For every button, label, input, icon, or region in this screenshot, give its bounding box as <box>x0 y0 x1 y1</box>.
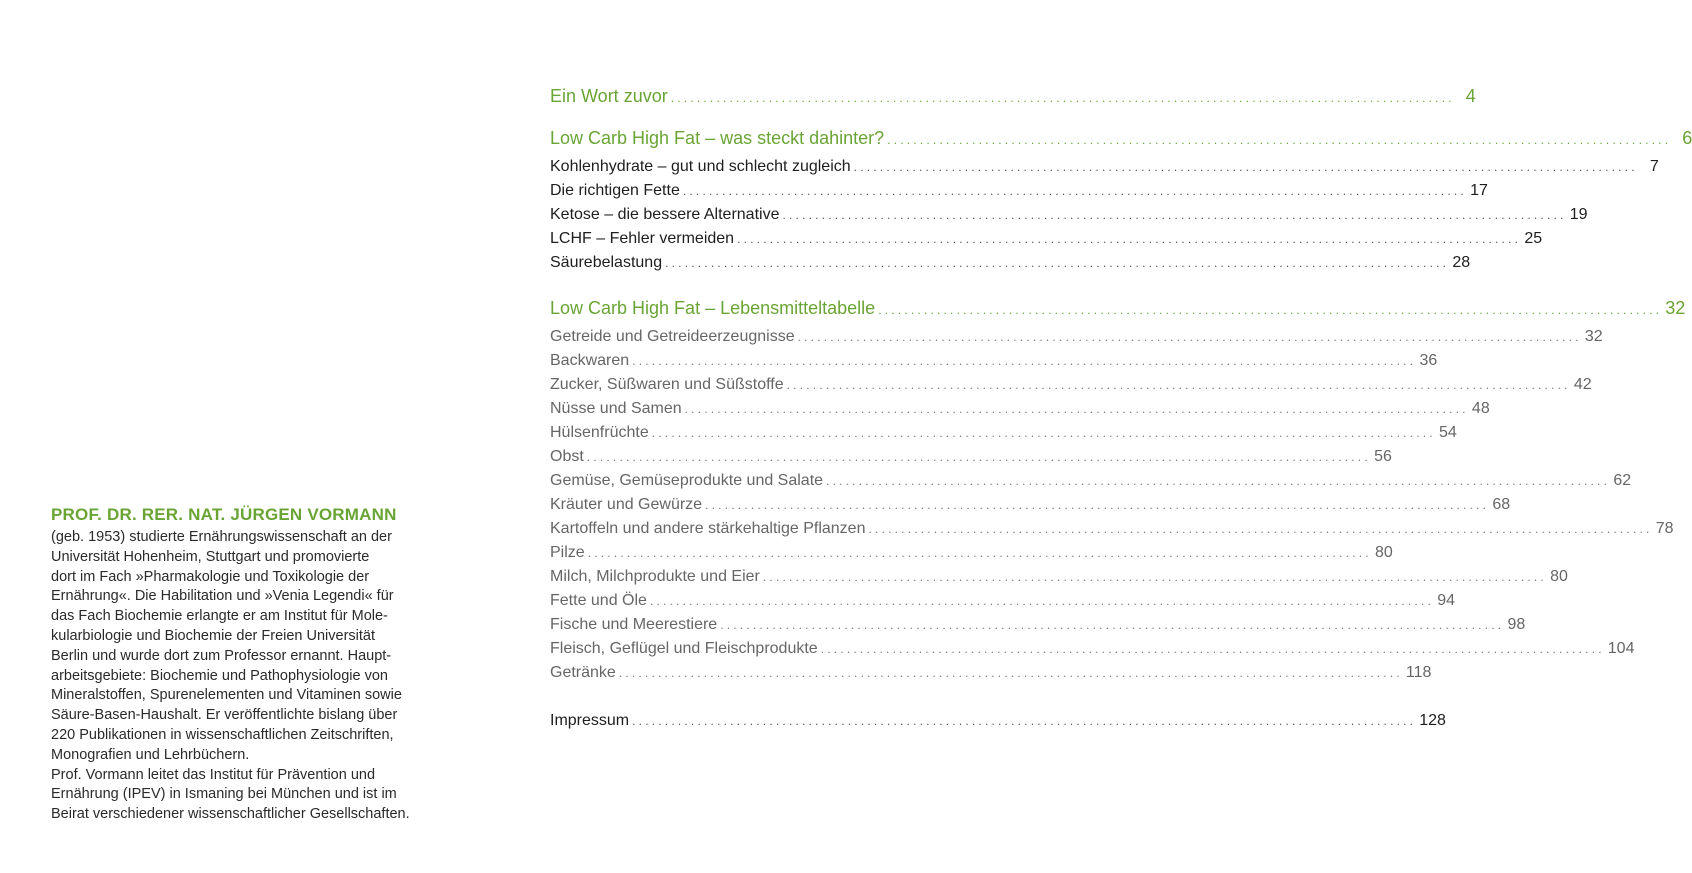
toc-leader-dots: ........................................................................................................................ <box>670 91 1455 105</box>
toc-page-number: 7 <box>1649 158 1659 175</box>
toc-item[interactable] <box>550 640 1635 664</box>
toc-page-number: 80 <box>1374 544 1393 561</box>
toc-page-number: 104 <box>1607 640 1635 657</box>
toc-heading-intro[interactable] <box>550 86 1476 113</box>
toc-label: Ketose – die bessere Alternative <box>550 206 780 223</box>
toc-item[interactable] <box>550 592 1456 616</box>
toc-item[interactable] <box>550 230 1543 254</box>
toc-label: Zucker, Süßwaren und Süßstoffe <box>550 376 784 393</box>
toc-label: Kräuter und Gewürze <box>550 496 703 513</box>
toc-item[interactable] <box>550 544 1393 568</box>
toc-label: Low Carb High Fat – was steckt dahinter? <box>550 128 885 148</box>
bio-line: arbeitsgebiete: Biochemie und Pathophysiologie von <box>51 667 388 684</box>
bio-line: das Fach Biochemie erlangte er am Institut für Mole- <box>51 608 388 625</box>
toc-page-number: 54 <box>1439 424 1457 441</box>
toc-label: Kartoffeln und andere stärkehaltige Pflanzen <box>550 520 866 537</box>
toc-page-number: 80 <box>1550 568 1568 585</box>
toc-page-number: 32 <box>1584 328 1603 345</box>
toc-leader-dots: ........................................................................................................................ <box>705 498 1490 512</box>
toc-leader-dots: ........................................................................................................................ <box>684 402 1469 416</box>
toc-leader-dots: ........................................................................................................................ <box>820 642 1605 656</box>
bio-line: Berlin und wurde dort zum Professor ernannt. Haupt- <box>51 647 392 664</box>
toc-page-number: 25 <box>1524 230 1543 247</box>
toc-leader-dots: ........................................................................................................................ <box>682 184 1467 198</box>
bio-line: Ernährung (IPEV) in Ismaning bei München und ist im <box>51 786 397 803</box>
author-name: PROF. DR. RER. NAT. JÜRGEN VORMANN <box>51 505 397 524</box>
author-bio-text <box>51 528 451 825</box>
toc-leader-dots: ........................................................................................................................ <box>797 330 1582 344</box>
toc-item[interactable] <box>550 254 1471 278</box>
toc-item[interactable] <box>550 206 1588 230</box>
toc-item[interactable] <box>550 664 1432 688</box>
toc-item[interactable] <box>550 472 1632 496</box>
toc-page-number: 94 <box>1437 592 1456 609</box>
toc-leader-dots: ........................................................................................................................ <box>762 570 1547 584</box>
bio-line: Säure-Basen-Haushalt. Er veröffentlichte bislang über <box>51 707 398 724</box>
toc-leader-dots: ........................................................................................................................ <box>665 256 1450 270</box>
toc-leader-dots: ........................................................................................................................ <box>878 303 1663 317</box>
toc-leader-dots: ........................................................................................................................ <box>649 594 1435 608</box>
toc-item[interactable] <box>550 616 1526 640</box>
bio-line: Ernährung«. Die Habilitation und »Venia Legendi« für <box>51 588 394 605</box>
bio-line: Prof. Vormann leitet das Institut für Prävention und <box>51 766 376 783</box>
toc-page-number: 28 <box>1452 254 1471 271</box>
toc-page-number: 128 <box>1419 712 1446 729</box>
toc-item[interactable] <box>550 182 1488 206</box>
toc-page-number: 118 <box>1405 664 1432 681</box>
toc-page-number: 6 <box>1682 128 1692 148</box>
toc-item[interactable] <box>550 328 1603 352</box>
toc-leader-dots: ........................................................................................................................ <box>720 618 1505 632</box>
toc-leader-dots: ........................................................................................................................ <box>632 714 1417 728</box>
toc-page-number: 36 <box>1419 352 1438 369</box>
bio-line: Mineralstoffen, Spurenelementen und Vitaminen sowie <box>51 687 402 704</box>
toc-leader-dots: ........................................................................................................................ <box>618 666 1403 680</box>
toc-item[interactable] <box>550 376 1592 400</box>
toc-label: Fische und Meerestiere <box>550 616 718 633</box>
toc-heading-section-2[interactable] <box>550 298 1686 325</box>
bio-line: Monografien und Lehrbüchern. <box>51 746 250 763</box>
toc-label: Gemüse, Gemüseprodukte und Salate <box>550 472 824 489</box>
toc-label: Backwaren <box>550 352 630 369</box>
toc-item[interactable] <box>550 400 1490 424</box>
toc-page-number: 78 <box>1655 520 1674 537</box>
bio-line: Universität Hohenheim, Stuttgart und promovierte <box>51 548 370 565</box>
toc-leader-dots: ........................................................................................................................ <box>868 522 1653 536</box>
toc-leader-dots: ........................................................................................................................ <box>826 474 1611 488</box>
toc-leader-dots: ........................................................................................................................ <box>887 133 1672 147</box>
toc-page-number: 48 <box>1471 400 1490 417</box>
toc-page-number: 32 <box>1665 298 1686 318</box>
toc-item[interactable] <box>550 448 1392 472</box>
bio-line: 220 Publikationen in wissenschaftlichen Zeitschriften, <box>51 726 394 743</box>
toc-leader-dots: ........................................................................................................................ <box>737 232 1522 246</box>
toc-label: Nüsse und Samen <box>550 400 682 417</box>
toc-label: Fleisch, Geflügel und Fleischprodukte <box>550 640 818 657</box>
toc-leader-dots: ........................................................................................................................ <box>587 546 1372 560</box>
toc-item[interactable] <box>550 352 1438 376</box>
toc-item-impressum[interactable] <box>550 712 1446 736</box>
toc-item[interactable] <box>550 424 1457 448</box>
toc-leader-dots: ........................................................................................................................ <box>651 426 1436 440</box>
toc-page-number: 62 <box>1613 472 1632 489</box>
toc-label: Hülsenfrüchte <box>550 424 649 441</box>
toc-label: Fette und Öle <box>550 592 647 609</box>
toc-page-number: 68 <box>1492 496 1511 513</box>
toc-leader-dots: ........................................................................................................................ <box>586 450 1371 464</box>
bio-line: dort im Fach »Pharmakologie und Toxikologie der <box>51 568 370 585</box>
toc-item[interactable] <box>550 568 1568 592</box>
toc-label: Impressum <box>550 712 630 729</box>
toc-leader-dots: ........................................................................................................................ <box>632 354 1417 368</box>
toc-item[interactable] <box>550 520 1674 544</box>
bio-line: kularbiologie und Biochemie der Freien Universität <box>51 627 375 644</box>
toc-label: Low Carb High Fat – Lebensmitteltabelle <box>550 298 876 318</box>
toc-label: Kohlenhydrate – gut und schlecht zugleich <box>550 158 851 175</box>
toc-label: LCHF – Fehler vermeiden <box>550 230 735 247</box>
toc-label: Ein Wort zuvor <box>550 86 668 106</box>
toc-heading-section-1[interactable] <box>550 128 1692 155</box>
toc-page-number: 17 <box>1470 182 1488 199</box>
toc-page-number: 19 <box>1569 206 1588 223</box>
table-of-contents <box>550 86 1692 736</box>
toc-page-number: 98 <box>1507 616 1526 633</box>
bio-line: (geb. 1953) studierte Ernährungswissenschaft an der <box>51 529 392 545</box>
toc-leader-dots: ........................................................................................................................ <box>786 378 1571 392</box>
toc-page-number: 42 <box>1573 376 1592 393</box>
toc-leader-dots: ........................................................................................................................ <box>853 160 1638 174</box>
toc-label: Getreide und Getreideerzeugnisse <box>550 328 795 345</box>
toc-page-number: 56 <box>1374 448 1392 465</box>
author-bio <box>51 505 451 825</box>
toc-leader-dots: ........................................................................................................................ <box>782 208 1567 222</box>
toc-page-number: 4 <box>1465 86 1476 106</box>
toc-label: Säurebelastung <box>550 254 663 271</box>
toc-item[interactable] <box>550 158 1659 182</box>
bio-line: Beirat verschiedener wissenschaftlicher Gesellschaften. <box>51 806 410 823</box>
toc-label: Die richtigen Fette <box>550 182 680 199</box>
toc-label: Pilze <box>550 544 585 561</box>
toc-label: Milch, Milchprodukte und Eier <box>550 568 760 585</box>
toc-label: Getränke <box>550 664 616 681</box>
toc-item[interactable] <box>550 496 1511 520</box>
toc-label: Obst <box>550 448 584 465</box>
